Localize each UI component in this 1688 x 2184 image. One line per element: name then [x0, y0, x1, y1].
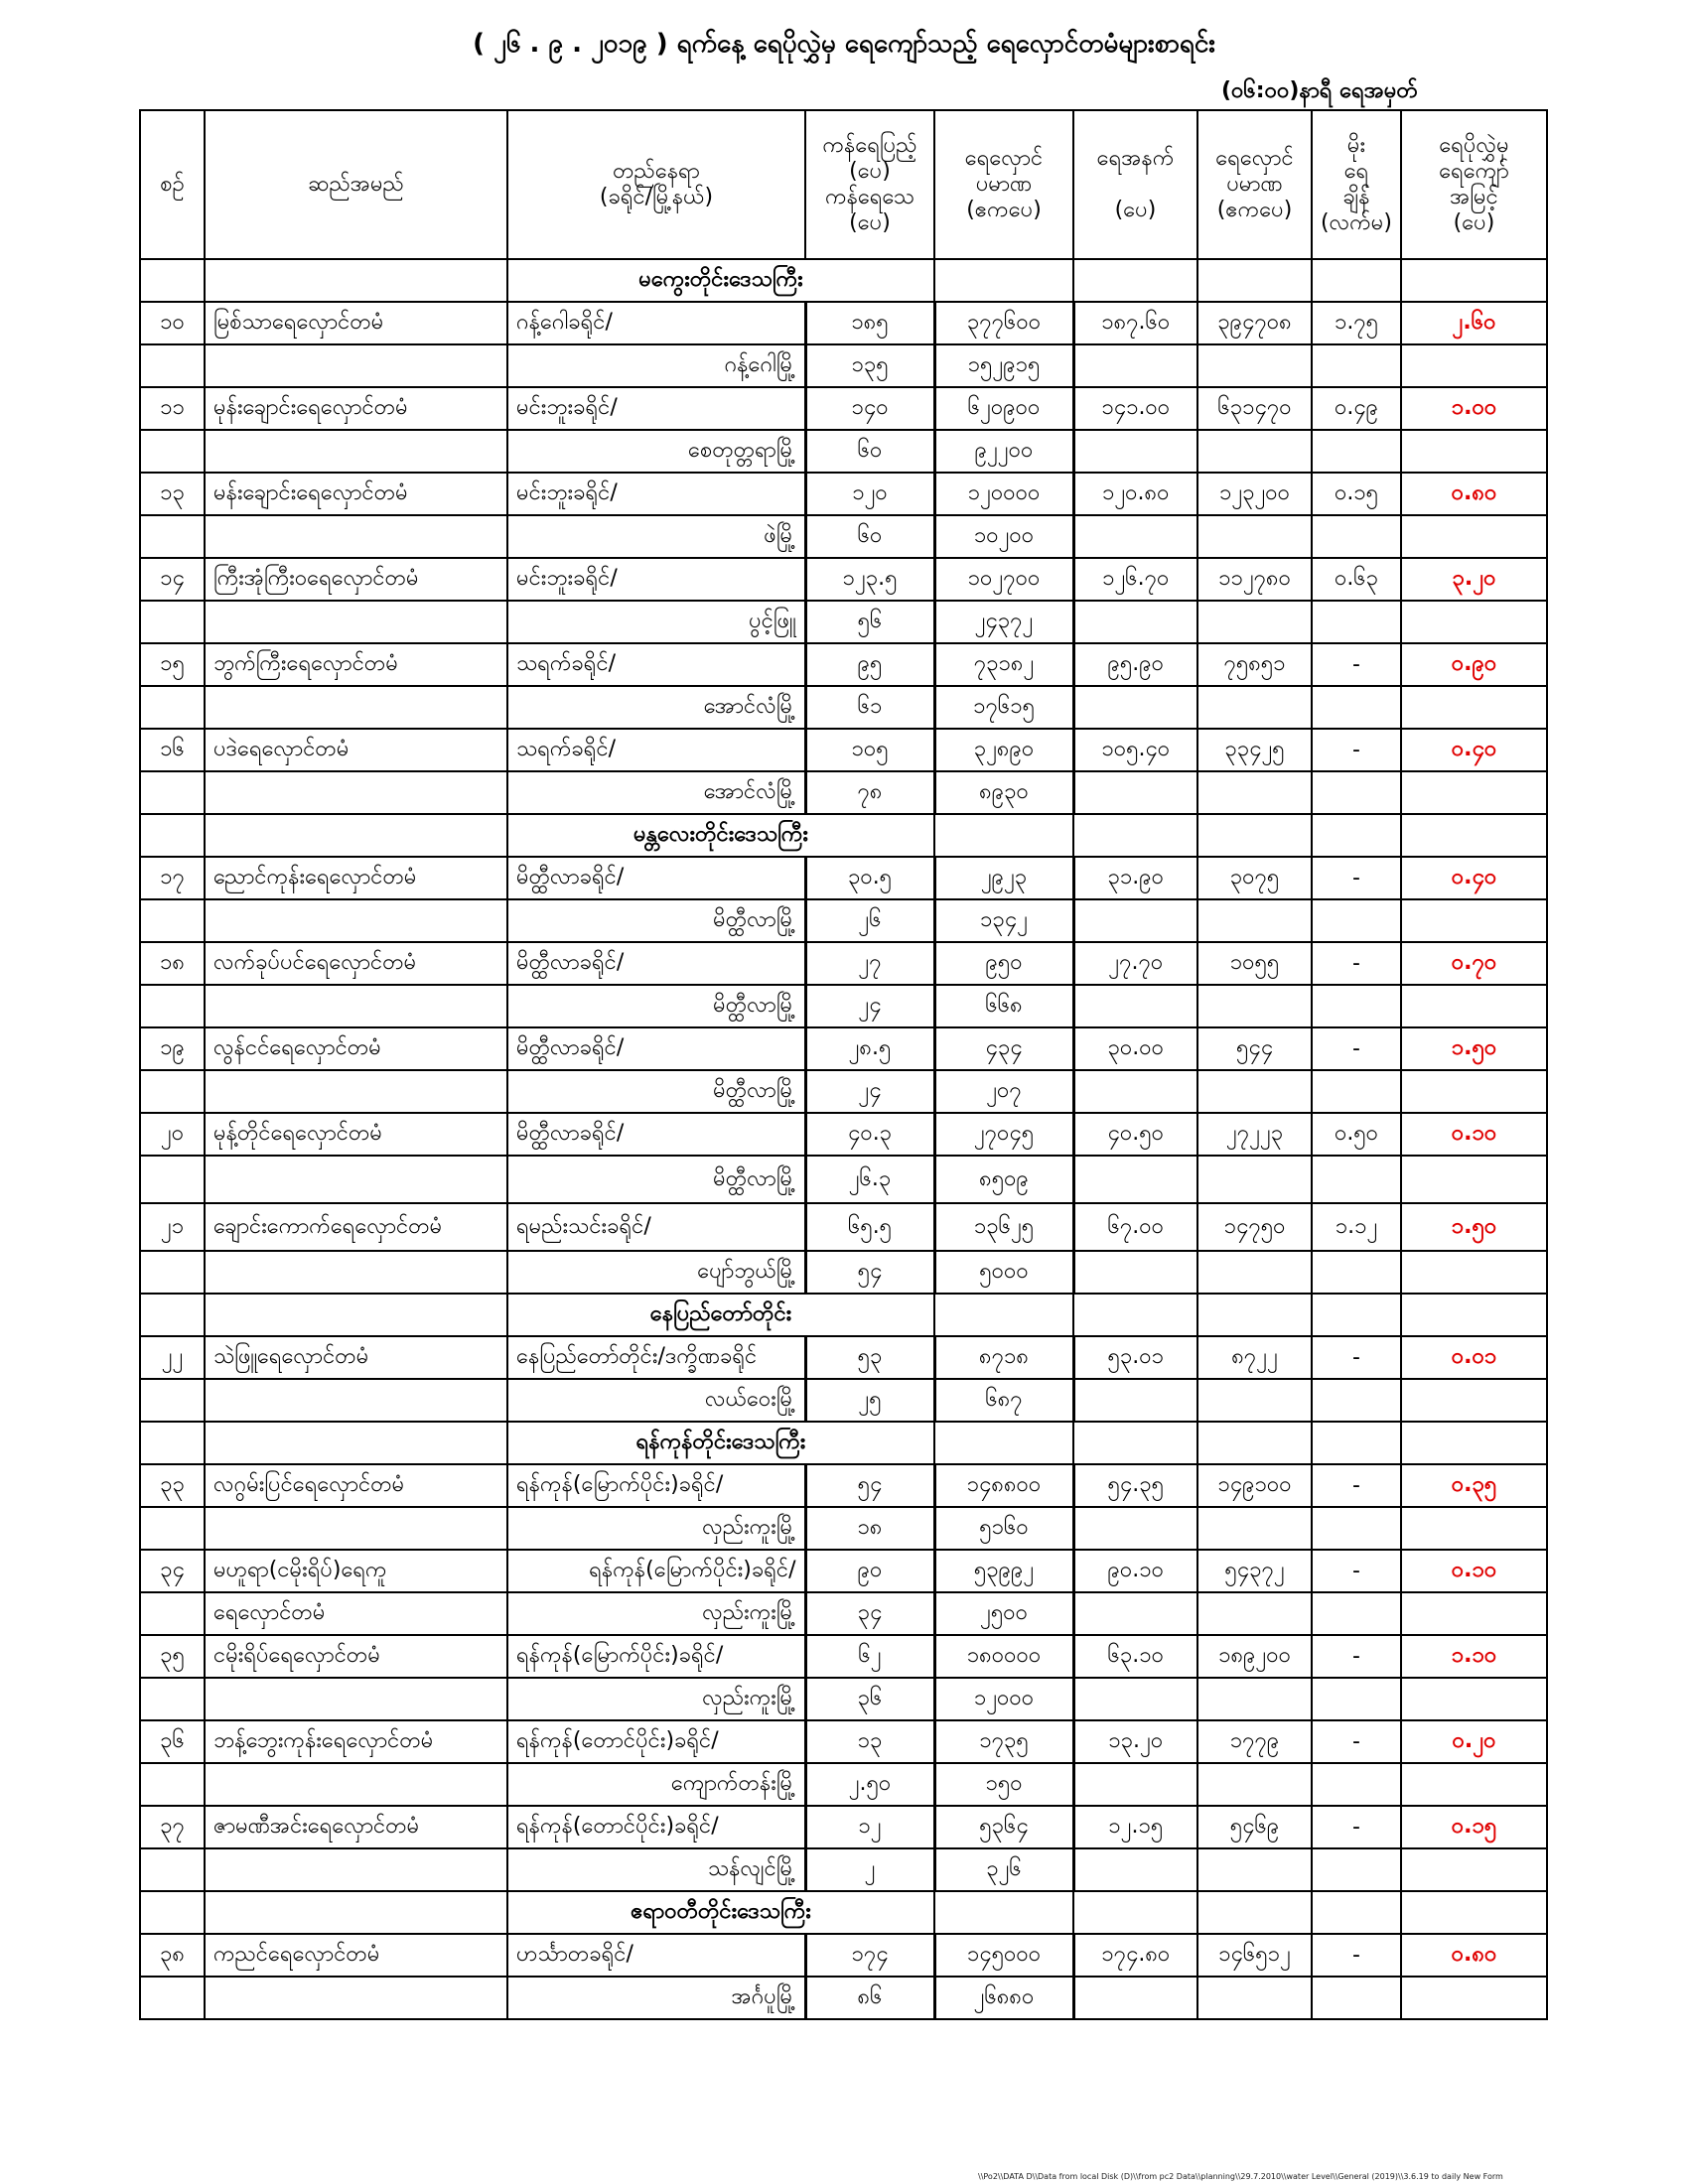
dam-name: ငမိုးရိပ်ရေလှောင်တမံ: [205, 1635, 507, 1678]
dam-storage: ၈၇၁၈: [934, 1336, 1073, 1379]
dam-township: သန်လျင်မြို့: [507, 1848, 805, 1891]
dam-township: အောင်လံမြို့: [507, 771, 805, 814]
dam-storage: ၁၄၈၈၀၀: [934, 1464, 1073, 1507]
dam-fsl: ၁၄၀: [805, 387, 934, 430]
table-row: [140, 1720, 1547, 1763]
dam-level: ၂၇.၇၀: [1073, 942, 1197, 985]
dam-fsl: ၉၅: [805, 643, 934, 686]
table-row: [140, 344, 1547, 387]
region-ayeyarwady: ဧရာဝတီတိုင်းဒေသကြီး: [507, 1891, 934, 1934]
dam-township: ပွင့်ဖြူ: [507, 601, 805, 643]
dam-sr: ၂၁: [140, 1203, 205, 1251]
dam-level: ၄၀.၅၀: [1073, 1113, 1197, 1156]
dam-name: သဲဖြူရေလှောင်တမံ: [205, 1336, 507, 1379]
dam-dead-level: ၁၈: [805, 1507, 934, 1550]
dam-current-storage: ၁၇၇၉: [1197, 1720, 1312, 1763]
dam-fsl: ၁၃: [805, 1720, 934, 1763]
dam-current-storage: ၅၄၄: [1197, 1027, 1312, 1070]
table-row: [140, 1379, 1547, 1422]
table-row: [140, 1848, 1547, 1891]
dam-township: စေတုတ္တရာမြို့: [507, 430, 805, 473]
table-row: [140, 1934, 1547, 1977]
dam-dead-storage: ၁၂၀၀၀: [934, 1678, 1073, 1720]
dam-dead-storage: ၆၈၇: [934, 1379, 1073, 1422]
dam-dead-storage: ၁၃၄၂: [934, 899, 1073, 942]
dam-name: ဘွက်ကြီးရေလှောင်တမံ: [205, 643, 507, 686]
dam-township: လှည်းကူးမြို့: [507, 1678, 805, 1720]
dam-dead-storage: ၃၂၆: [934, 1848, 1073, 1891]
table-row: [140, 729, 1547, 771]
dam-sr: ၃၃: [140, 1464, 205, 1507]
dam-rain: ၀.၄၉: [1312, 387, 1401, 430]
dam-district: မင်းဘူးခရိုင်/: [507, 387, 805, 430]
table-row: [140, 302, 1547, 344]
header-rain: မိုး ရေ ချိန် (လက်မ): [1312, 110, 1401, 259]
dam-sr: ၁၁: [140, 387, 205, 430]
dam-spill: ၀.၂၀: [1401, 1720, 1547, 1763]
table-row: [140, 1507, 1547, 1550]
dam-dead-level: ၂၄: [805, 985, 934, 1027]
dam-spill: ၀.၇၀: [1401, 942, 1547, 985]
table-row: [140, 942, 1547, 985]
dam-dead-level: ၂.၅၀: [805, 1763, 934, 1806]
dam-dead-level: ၅၄: [805, 1251, 934, 1294]
dam-current-storage: ၃၃၄၂၅: [1197, 729, 1312, 771]
dam-district: မင်းဘူးခရိုင်/: [507, 473, 805, 515]
dam-dead-level: ၂: [805, 1848, 934, 1891]
dam-rain: -: [1312, 1464, 1401, 1507]
dam-dead-storage: ၁၀၂၀၀: [934, 515, 1073, 558]
dam-storage: ၂၉၂၃: [934, 857, 1073, 899]
dam-rain: -: [1312, 1934, 1401, 1977]
table-row: [140, 1977, 1547, 2019]
region-magway: မကွေးတိုင်းဒေသကြီး: [507, 259, 934, 302]
dam-fsl: ၁၈၅: [805, 302, 934, 344]
dam-dead-level: ၃၄: [805, 1592, 934, 1635]
file-path-footer: \\Po2\\DATA D\\Data from local Disk (D)\\from pc2 Data\\planning\\29.7.2010\\water Level\\General (2019)\\3.6.19 to daily New Form: [978, 2172, 1503, 2181]
dam-name-line2: ရေလှောင်တမံ: [205, 1592, 507, 1635]
dam-township: လှည်းကူးမြို့: [507, 1507, 805, 1550]
dam-name: မုန့်တိုင်ရေလှောင်တမံ: [205, 1113, 507, 1156]
dam-dead-level: ၇၈: [805, 771, 934, 814]
dam-rain: ၀.၁၅: [1312, 473, 1401, 515]
dam-level: ၁၇၄.၈၀: [1073, 1934, 1197, 1977]
dam-dead-storage: ၉၂၂၀၀: [934, 430, 1073, 473]
table-row: [140, 1156, 1547, 1203]
table-row: [140, 1203, 1547, 1251]
header-fsl: ကန်ရေပြည့် (ပေ) ကန်ရေသေ (ပေ): [805, 110, 934, 259]
dam-fsl: ၃၀.၅: [805, 857, 934, 899]
dam-dead-storage: ၂၀၇: [934, 1070, 1073, 1113]
reservoir-table: [139, 109, 1548, 2020]
table-row: [140, 1336, 1547, 1379]
dam-dead-storage: ၅၀၀၀: [934, 1251, 1073, 1294]
dam-name: မဟူရာ(ငမိုးရိပ်)ရေကူ: [205, 1550, 507, 1592]
dam-sr: ၃၆: [140, 1720, 205, 1763]
dam-rain: -: [1312, 1635, 1401, 1678]
dam-level: ၁၂၆.၇၀: [1073, 558, 1197, 601]
dam-sr: ၂၂: [140, 1336, 205, 1379]
dam-rain: -: [1312, 1806, 1401, 1848]
dam-spill: ၀.၁၀: [1401, 1550, 1547, 1592]
dam-rain: -: [1312, 729, 1401, 771]
dam-district: ဂန့်ဂေါခရိုင်/: [507, 302, 805, 344]
dam-township: မိတ္ထီလာမြို့: [507, 1156, 805, 1203]
dam-fsl: ၁၂၃.၅: [805, 558, 934, 601]
table-row: [140, 558, 1547, 601]
dam-dead-storage: ၁၅၀: [934, 1763, 1073, 1806]
dam-dead-level: ၂၆: [805, 899, 934, 942]
dam-storage: ၄၃၄: [934, 1027, 1073, 1070]
header-current-storage: ရေလှောင် ပမာဏ (ဧကပေ): [1197, 110, 1312, 259]
dam-dead-level: ၈၆: [805, 1977, 934, 2019]
dam-sr: ၁၆: [140, 729, 205, 771]
dam-name: မန်းချောင်းရေလှောင်တမံ: [205, 473, 507, 515]
dam-storage: ၁၂၀၀၀၀: [934, 473, 1073, 515]
table-row: [140, 1806, 1547, 1848]
dam-level: ၁၂၀.၈၀: [1073, 473, 1197, 515]
dam-district: ရန်ကုန်(တောင်ပိုင်း)ခရိုင်/: [507, 1720, 805, 1763]
dam-spill: ၀.၈၀: [1401, 1934, 1547, 1977]
dam-storage: ၂၇၀၄၅: [934, 1113, 1073, 1156]
dam-spill: ၂.၆၀: [1401, 302, 1547, 344]
dam-rain: ၀.၆၃: [1312, 558, 1401, 601]
dam-rain: ၁.၇၅: [1312, 302, 1401, 344]
dam-district: ရန်ကုန်(မြောက်ပိုင်း)ခရိုင်/: [507, 1550, 805, 1592]
dam-name: ချောင်းကောက်ရေလှောင်တမံ: [205, 1203, 507, 1251]
dam-district: မိတ္ထီလာခရိုင်/: [507, 857, 805, 899]
dam-dead-storage: ၆၆၈: [934, 985, 1073, 1027]
dam-level: ၆၇.၀၀: [1073, 1203, 1197, 1251]
dam-dead-storage: ၅၁၆၀: [934, 1507, 1073, 1550]
dam-fsl: ၁၂၀: [805, 473, 934, 515]
dam-dead-level: ၂၄: [805, 1070, 934, 1113]
dam-sr: ၃၅: [140, 1635, 205, 1678]
dam-district: နေပြည်တော်တိုင်း/ဒက္ခိဏခရိုင်: [507, 1336, 805, 1379]
table-row: [140, 643, 1547, 686]
table-row: [140, 985, 1547, 1027]
dam-district: ရန်ကုန်(တောင်ပိုင်း)ခရိုင်/: [507, 1806, 805, 1848]
dam-spill: ၀.၁၀: [1401, 1113, 1547, 1156]
dam-township: လှည်းကူးမြို့: [507, 1592, 805, 1635]
dam-spill: ၀.၁၅: [1401, 1806, 1547, 1848]
page-title: ( ၂၆ . ၉ . ၂၀၁၉ ) ရက်နေ့ ရေပိုလွှဲမှ ရေကျော်သည့် ရေလှောင်တမံများစာရင်း: [473, 29, 1215, 59]
dam-dead-storage: ၈၅၀၉: [934, 1156, 1073, 1203]
dam-name: ညောင်ကုန်းရေလှောင်တမံ: [205, 857, 507, 899]
dam-fsl: ၂၈.၅: [805, 1027, 934, 1070]
dam-district: သရက်ခရိုင်/: [507, 643, 805, 686]
dam-fsl: ၁၀၅: [805, 729, 934, 771]
dam-dead-level: ၂၅: [805, 1379, 934, 1422]
dam-storage: ၉၅၀: [934, 942, 1073, 985]
dam-dead-level: ၂၆.၃: [805, 1156, 934, 1203]
dam-name: မြစ်သာရေလှောင်တမံ: [205, 302, 507, 344]
dam-rain: -: [1312, 857, 1401, 899]
dam-rain: -: [1312, 1550, 1401, 1592]
region-yangon: ရန်ကုန်တိုင်းဒေသကြီး: [507, 1422, 934, 1464]
dam-level: ၉၀.၁၀: [1073, 1550, 1197, 1592]
dam-storage: ၃၂၈၉၀: [934, 729, 1073, 771]
dam-name: ဘန့်ဘွေးကုန်းရေလှောင်တမံ: [205, 1720, 507, 1763]
dam-sr: ၁၀: [140, 302, 205, 344]
dam-spill: ၀.၉၀: [1401, 643, 1547, 686]
dam-township: အောင်လံမြို့: [507, 686, 805, 729]
table-row: [140, 1550, 1547, 1592]
dam-name: လဂွမ်းပြင်ရေလှောင်တမံ: [205, 1464, 507, 1507]
dam-dead-level: ၆၀: [805, 515, 934, 558]
dam-dead-storage: ၂၆၈၈၀: [934, 1977, 1073, 2019]
table-row: [140, 430, 1547, 473]
dam-rain: ၁.၁၂: [1312, 1203, 1401, 1251]
dam-fsl: ၄၀.၃: [805, 1113, 934, 1156]
table-row: [140, 771, 1547, 814]
dam-rain: -: [1312, 1336, 1401, 1379]
header-level: ရေအနက် (ပေ): [1073, 110, 1197, 259]
table-row: [140, 1635, 1547, 1678]
dam-level: ၁၃.၂၀: [1073, 1720, 1197, 1763]
dam-dead-level: ၃၆: [805, 1678, 934, 1720]
dam-fsl: ၉၀: [805, 1550, 934, 1592]
dam-sr: ၁၅: [140, 643, 205, 686]
dam-current-storage: ၁၁၂၇၈၀: [1197, 558, 1312, 601]
dam-name: ကြီးအုံကြီးဝရေလှောင်တမံ: [205, 558, 507, 601]
dam-fsl: ၅၄: [805, 1464, 934, 1507]
dam-current-storage: ၅၄၆၉: [1197, 1806, 1312, 1848]
dam-storage: ၁၈၀၀၀၀: [934, 1635, 1073, 1678]
dam-district: မိတ္ထီလာခရိုင်/: [507, 942, 805, 985]
dam-current-storage: ၅၄၃၇၂: [1197, 1550, 1312, 1592]
table-row: [140, 686, 1547, 729]
dam-district: မင်းဘူးခရိုင်/: [507, 558, 805, 601]
dam-current-storage: ၁၂၃၂၀၀: [1197, 473, 1312, 515]
dam-storage: ၅၃၉၉၂: [934, 1550, 1073, 1592]
dam-level: ၅၄.၃၅: [1073, 1464, 1197, 1507]
dam-storage: ၆၂၀၉၀၀: [934, 387, 1073, 430]
dam-township: မိတ္ထီလာမြို့: [507, 985, 805, 1027]
table-row: [140, 473, 1547, 515]
dam-level: ၁၀၅.၄၀: [1073, 729, 1197, 771]
dam-level: ၆၃.၁၀: [1073, 1635, 1197, 1678]
header-name: ဆည်အမည်: [205, 110, 507, 259]
dam-name: ဇာမဏီအင်းရေလှောင်တမံ: [205, 1806, 507, 1848]
dam-current-storage: ၇၅၈၅၁: [1197, 643, 1312, 686]
dam-township: ဖဲမြို့: [507, 515, 805, 558]
header-location: တည်နေရာ (ခရိုင်/မြို့နယ်): [507, 110, 805, 259]
dam-district: ဟင်္သာတခရိုင်/: [507, 1934, 805, 1977]
dam-spill: ၀.၄၀: [1401, 729, 1547, 771]
dam-district: သရက်ခရိုင်/: [507, 729, 805, 771]
dam-sr: ၁၄: [140, 558, 205, 601]
dam-township: ကျောက်တန်းမြို့: [507, 1763, 805, 1806]
dam-storage: ၁၇၃၅: [934, 1720, 1073, 1763]
dam-name: လက်ခုပ်ပင်ရေလှောင်တမံ: [205, 942, 507, 985]
dam-fsl: ၆၂: [805, 1635, 934, 1678]
dam-district: ရန်ကုန်(မြောက်ပိုင်း)ခရိုင်/: [507, 1464, 805, 1507]
dam-township: မိတ္ထီလာမြို့: [507, 1070, 805, 1113]
dam-township: ဂန့်ဂေါမြို့: [507, 344, 805, 387]
dam-dead-storage: ၂၄၃၇၂: [934, 601, 1073, 643]
dam-current-storage: ၆၃၁၄၇၀: [1197, 387, 1312, 430]
dam-current-storage: ၃၉၄၇၀၈: [1197, 302, 1312, 344]
dam-township: ပျော်ဘွယ်မြို့: [507, 1251, 805, 1294]
table-row: [140, 1592, 1547, 1635]
page-subtitle: (၀၆:၀၀)နာရီ ရေအမှတ်: [1221, 78, 1418, 103]
table-row: [140, 1678, 1547, 1720]
dam-township: အင်္ဂပူမြို့: [507, 1977, 805, 2019]
dam-spill: ၁.၅၀: [1401, 1203, 1547, 1251]
dam-level: ၁၂.၁၅: [1073, 1806, 1197, 1848]
dam-dead-storage: ၂၅၀၀: [934, 1592, 1073, 1635]
dam-storage: ၁၀၂၇၀၀: [934, 558, 1073, 601]
dam-rain: -: [1312, 643, 1401, 686]
header-sr: စဉ်: [140, 110, 205, 259]
dam-rain: ၀.၅၀: [1312, 1113, 1401, 1156]
dam-current-storage: ၁၄၇၅၀: [1197, 1203, 1312, 1251]
region-mandalay: မန္တလေးတိုင်းဒေသကြီး: [507, 814, 934, 857]
table-row: [140, 857, 1547, 899]
dam-sr: ၃၈: [140, 1934, 205, 1977]
table-row: [140, 515, 1547, 558]
dam-level: ၅၃.၀၁: [1073, 1336, 1197, 1379]
dam-sr: ၁၉: [140, 1027, 205, 1070]
dam-storage: ၁၃၆၂၅: [934, 1203, 1073, 1251]
dam-sr: ၁၈: [140, 942, 205, 985]
dam-storage: ၇၃၁၈၂: [934, 643, 1073, 686]
dam-fsl: ၂၇: [805, 942, 934, 985]
table-row: [140, 1027, 1547, 1070]
dam-rain: -: [1312, 1027, 1401, 1070]
dam-rain: -: [1312, 942, 1401, 985]
dam-level: ၉၅.၉၀: [1073, 643, 1197, 686]
dam-dead-storage: ၈၉၃၀: [934, 771, 1073, 814]
dam-current-storage: ၁၄၉၁၀၀: [1197, 1464, 1312, 1507]
table-row: [140, 1070, 1547, 1113]
table-row: [140, 387, 1547, 430]
dam-name: ကညင်ရေလှောင်တမံ: [205, 1934, 507, 1977]
table-row: [140, 1464, 1547, 1507]
dam-fsl: ၅၃: [805, 1336, 934, 1379]
dam-current-storage: ၁၀၅၅: [1197, 942, 1312, 985]
table-row: [140, 1113, 1547, 1156]
dam-current-storage: ၃၀၇၅: [1197, 857, 1312, 899]
dam-current-storage: ၁၈၉၂၀၀: [1197, 1635, 1312, 1678]
dam-sr: ၁၇: [140, 857, 205, 899]
dam-spill: ၁.၁၀: [1401, 1635, 1547, 1678]
dam-district: ရန်ကုန်(မြောက်ပိုင်း)ခရိုင်/: [507, 1635, 805, 1678]
dam-spill: ၁.၅၀: [1401, 1027, 1547, 1070]
dam-current-storage: ၁၄၆၅၁၂: [1197, 1934, 1312, 1977]
dam-spill: ၃.၂၀: [1401, 558, 1547, 601]
dam-spill: ၀.၃၅: [1401, 1464, 1547, 1507]
dam-rain: -: [1312, 1720, 1401, 1763]
dam-spill: ၀.၈၀: [1401, 473, 1547, 515]
dam-dead-level: ၆၀: [805, 430, 934, 473]
dam-district: မိတ္ထီလာခရိုင်/: [507, 1113, 805, 1156]
dam-fsl: ၁၇၄: [805, 1934, 934, 1977]
dam-sr: ၂၀: [140, 1113, 205, 1156]
dam-township: လယ်ဝေးမြို့: [507, 1379, 805, 1422]
dam-name: မုန်းချောင်းရေလှောင်တမံ: [205, 387, 507, 430]
dam-level: ၃၁.၉၀: [1073, 857, 1197, 899]
dam-sr: ၃၇: [140, 1806, 205, 1848]
dam-name: လွန်ငင်ရေလှောင်တမံ: [205, 1027, 507, 1070]
dam-district: ရမည်းသင်းခရိုင်/: [507, 1203, 805, 1251]
dam-fsl: ၆၅.၅: [805, 1203, 934, 1251]
region-naypyitaw: နေပြည်တော်တိုင်း: [507, 1294, 934, 1336]
dam-district: မိတ္ထီလာခရိုင်/: [507, 1027, 805, 1070]
dam-dead-storage: ၁၇၆၁၅: [934, 686, 1073, 729]
dam-spill: ၀.၀၁: [1401, 1336, 1547, 1379]
table-row: [140, 1763, 1547, 1806]
dam-fsl: ၁၂: [805, 1806, 934, 1848]
dam-level: ၁၄၁.၀၀: [1073, 387, 1197, 430]
dam-storage: ၁၄၅၀၀၀: [934, 1934, 1073, 1977]
dam-dead-storage: ၁၅၂၉၁၅: [934, 344, 1073, 387]
header-spill: ရေပိုလွှဲမှ ရေကျော် အမြင့် (ပေ): [1401, 110, 1547, 259]
dam-storage: ၃၇၇၆၀၀: [934, 302, 1073, 344]
dam-sr: ၃၄: [140, 1550, 205, 1592]
table-row: [140, 601, 1547, 643]
dam-dead-level: ၁၃၅: [805, 344, 934, 387]
dam-current-storage: ၂၇၂၂၃: [1197, 1113, 1312, 1156]
dam-storage: ၅၃၆၄: [934, 1806, 1073, 1848]
dam-level: ၁၈၇.၆၀: [1073, 302, 1197, 344]
table-row: [140, 899, 1547, 942]
dam-dead-level: ၅၆: [805, 601, 934, 643]
header-storage: ရေလှောင် ပမာဏ (ဧကပေ): [934, 110, 1073, 259]
dam-township: မိတ္ထီလာမြို့: [507, 899, 805, 942]
dam-level: ၃၀.၀၀: [1073, 1027, 1197, 1070]
table-row: [140, 1251, 1547, 1294]
dam-current-storage: ၈၇၂၂: [1197, 1336, 1312, 1379]
dam-sr: ၁၃: [140, 473, 205, 515]
dam-spill: ၁.၀၀: [1401, 387, 1547, 430]
dam-name: ပဒဲရေလှောင်တမံ: [205, 729, 507, 771]
dam-dead-level: ၆၁: [805, 686, 934, 729]
dam-spill: ၀.၄၀: [1401, 857, 1547, 899]
